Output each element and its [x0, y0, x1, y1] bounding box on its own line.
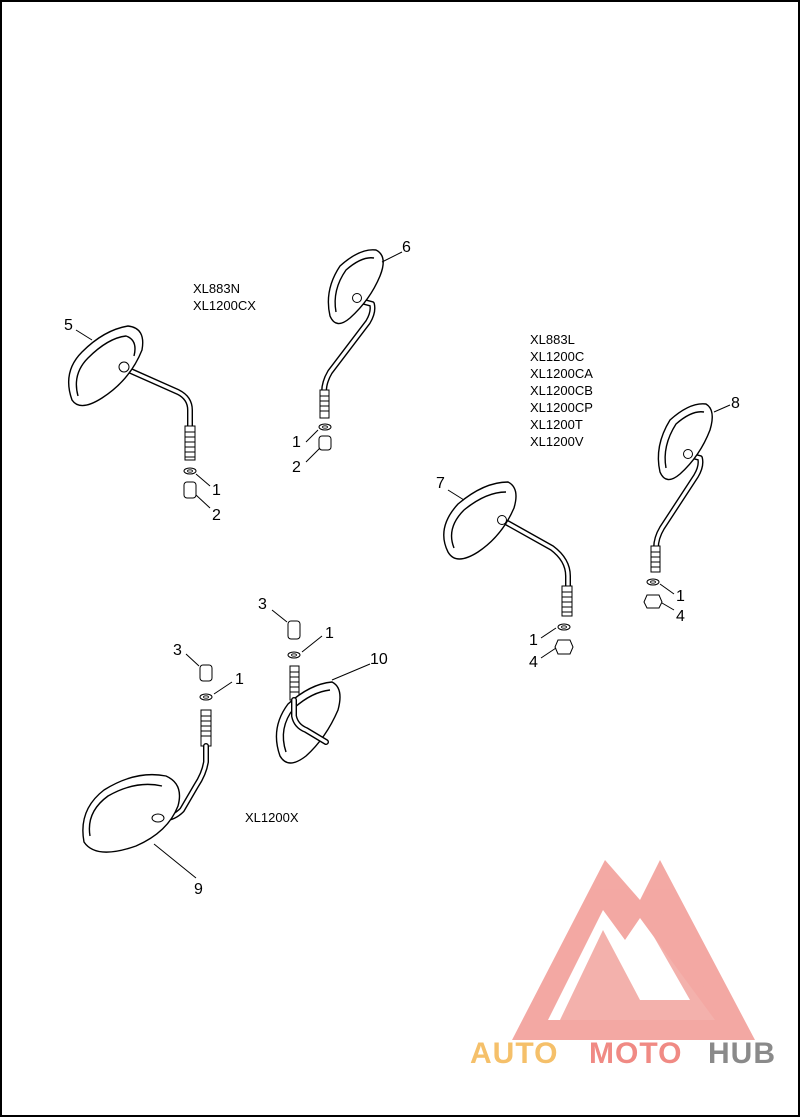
- mirror-10: [276, 621, 340, 763]
- callout-cap: 3: [258, 596, 267, 613]
- callout-cap: 2: [292, 459, 301, 476]
- watermark-word-auto: AUTO: [470, 1037, 559, 1070]
- model-label: XL1200V: [530, 434, 584, 449]
- callout-nut: 4: [676, 608, 685, 625]
- callout-washer: 1: [235, 671, 244, 688]
- callout-cap: 2: [212, 507, 221, 524]
- model-label: XL1200C: [530, 349, 585, 364]
- model-group-b: [530, 332, 593, 449]
- mirror-6: [319, 250, 383, 450]
- model-label: XL1200T: [530, 417, 583, 432]
- watermark-word-hub: HUB: [708, 1037, 776, 1070]
- model-label: XL883L: [530, 332, 575, 347]
- callout-washer: 1: [676, 588, 685, 605]
- model-label: XL1200CP: [530, 400, 593, 415]
- callout-washer: 1: [212, 482, 221, 499]
- watermark-word-moto: MOTO: [589, 1037, 683, 1070]
- callout-washer: 1: [325, 625, 334, 642]
- callout-washer: 1: [292, 434, 301, 451]
- callout-9: 9: [194, 881, 203, 898]
- callout-cap: 3: [173, 642, 182, 659]
- watermark-logo: [512, 860, 755, 1040]
- callout-7: 7: [436, 475, 445, 492]
- mirror-8: [644, 404, 712, 608]
- mirror-9: [83, 665, 212, 852]
- model-group-a: [193, 281, 256, 313]
- mirror-7: [444, 482, 573, 654]
- callout-8: 8: [731, 395, 740, 412]
- model-label: XL1200CA: [530, 366, 593, 381]
- callout-washer: 1: [529, 632, 538, 649]
- callout-10: 10: [370, 651, 388, 668]
- callout-6: 6: [402, 239, 411, 256]
- watermark-text: [470, 1037, 776, 1070]
- model-label: XL1200CX: [193, 298, 256, 313]
- mirror-5: [69, 326, 196, 498]
- model-group-c: [245, 810, 299, 825]
- model-label: XL1200CB: [530, 383, 593, 398]
- callout-nut: 4: [529, 654, 538, 671]
- model-label: XL1200X: [245, 810, 299, 825]
- callout-5: 5: [64, 317, 73, 334]
- model-label: XL883N: [193, 281, 240, 296]
